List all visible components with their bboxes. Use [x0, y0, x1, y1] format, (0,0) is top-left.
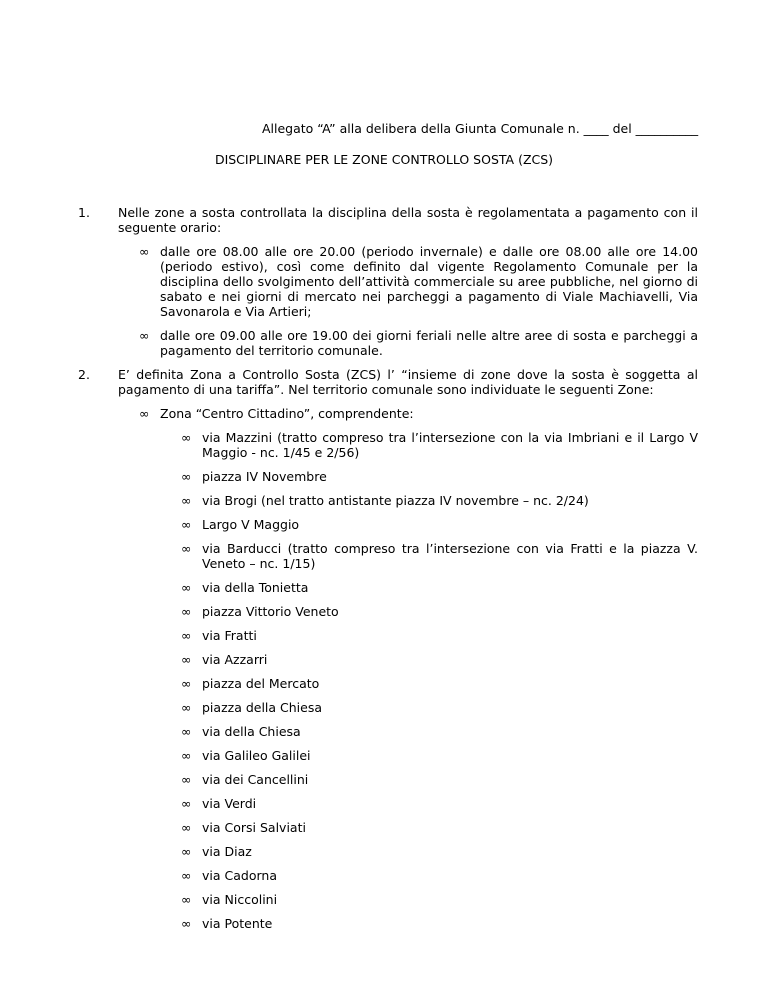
street-name: via dei Cancellini [202, 772, 309, 787]
infinity-bullet-icon: ∞ [181, 676, 192, 691]
list-item [181, 772, 698, 787]
section-2 [78, 367, 698, 931]
street-name: via Niccolini [202, 892, 278, 907]
zone-list [118, 406, 698, 931]
infinity-bullet-icon: ∞ [181, 430, 192, 445]
list-item [181, 700, 698, 715]
section-number: 1. [78, 205, 90, 220]
infinity-bullet-icon: ∞ [181, 493, 192, 508]
street-name: piazza del Mercato [202, 676, 320, 691]
street-list [139, 430, 698, 931]
street-name: piazza IV Novembre [202, 469, 327, 484]
street-name: via Diaz [202, 844, 252, 859]
list-item: ∞ dalle ore 09.00 alle ore 19.00 dei giorni feriali nelle altre aree di sosta e parcheggi a pagamento del territorio comunale. [139, 328, 698, 358]
infinity-bullet-icon: ∞ [181, 868, 192, 883]
document-title: DISCIPLINARE PER LE ZONE CONTROLLO SOSTA (ZCS) [214, 152, 554, 167]
list-item [181, 628, 698, 643]
schedule-list [118, 244, 698, 358]
section-text: Nelle zone a sosta controllata la disciplina della sosta è regolamentata a pagamento con il seguente orario: [118, 205, 698, 235]
street-name: via Cadorna [202, 868, 277, 883]
infinity-bullet-icon: ∞ [181, 604, 192, 619]
street-name: via Corsi Salviati [202, 820, 306, 835]
street-name: piazza Vittorio Veneto [202, 604, 339, 619]
infinity-bullet-icon: ∞ [181, 724, 192, 739]
list-item [181, 541, 698, 571]
infinity-bullet-icon: ∞ [181, 580, 192, 595]
infinity-bullet-icon: ∞ [181, 748, 192, 763]
list-item [181, 796, 698, 811]
street-name: via della Tonietta [202, 580, 309, 595]
infinity-bullet-icon: ∞ [139, 406, 150, 421]
street-name: via Brogi (nel tratto antistante piazza IV novembre – nc. 2/24) [202, 493, 589, 508]
infinity-bullet-icon: ∞ [181, 916, 192, 931]
infinity-bullet-icon: ∞ [181, 628, 192, 643]
list-item [181, 517, 698, 532]
list-item [181, 676, 698, 691]
infinity-bullet-icon: ∞ [139, 244, 150, 259]
section-number: 2. [78, 367, 90, 382]
street-name: via Azzarri [202, 652, 268, 667]
list-item [181, 820, 698, 835]
list-item [181, 868, 698, 883]
street-name: via Verdi [202, 796, 257, 811]
list-item [181, 430, 698, 460]
street-name: via Barducci (tratto compreso tra l’intersezione con via Fratti e la piazza V. Veneto – nc. 1/15) [202, 541, 698, 571]
street-name: via Mazzini (tratto compreso tra l’intersezione con la via Imbriani e il Largo V Maggio - nc. 1/45 e 2/56) [202, 430, 698, 460]
infinity-bullet-icon: ∞ [181, 517, 192, 532]
section-text: E’ definita Zona a Controllo Sosta (ZCS) l’ “insieme di zone dove la sosta è soggetta al pagamento di una tariffa”. Nel territorio comunale sono individuate le seguenti Zone: [118, 367, 698, 397]
list-item [181, 748, 698, 763]
infinity-bullet-icon: ∞ [181, 700, 192, 715]
street-name: via Fratti [202, 628, 257, 643]
list-item: ∞ dalle ore 08.00 alle ore 20.00 (periodo invernale) e dalle ore 08.00 alle ore 14.00 (periodo estivo), così come definito dal vigente Regolamento Comunale per la disciplina dello svolgimento dell’attività commerciale su aree pubbliche, nel giorno di sabato e nei giorni di mercato nei parcheggi a pagamento di Viale Machiavelli, Via Savonarola e Via Artieri; [139, 244, 698, 319]
list-item [181, 580, 698, 595]
list-item [181, 493, 698, 508]
list-item [181, 724, 698, 739]
list-item [181, 652, 698, 667]
street-name: via della Chiesa [202, 724, 301, 739]
infinity-bullet-icon: ∞ [181, 652, 192, 667]
street-name: piazza della Chiesa [202, 700, 323, 715]
infinity-bullet-icon: ∞ [181, 541, 192, 556]
list-item [181, 469, 698, 484]
infinity-bullet-icon: ∞ [181, 772, 192, 787]
zone-item [139, 406, 698, 421]
list-item [181, 916, 698, 931]
infinity-bullet-icon: ∞ [139, 328, 150, 343]
infinity-bullet-icon: ∞ [181, 892, 192, 907]
numbered-list [78, 205, 698, 940]
street-name: Largo V Maggio [202, 517, 300, 532]
infinity-bullet-icon: ∞ [181, 796, 192, 811]
zone-label: Zona “Centro Cittadino”, comprendente: [160, 406, 414, 421]
street-name: via Potente [202, 916, 273, 931]
infinity-bullet-icon: ∞ [181, 844, 192, 859]
list-item [181, 604, 698, 619]
list-item [181, 892, 698, 907]
list-item [181, 844, 698, 859]
section-1 [78, 205, 698, 358]
infinity-bullet-icon: ∞ [181, 469, 192, 484]
street-name: via Galileo Galilei [202, 748, 311, 763]
infinity-bullet-icon: ∞ [181, 820, 192, 835]
document-header: Allegato “A” alla delibera della Giunta Comunale n. ____ del __________ [262, 121, 699, 136]
